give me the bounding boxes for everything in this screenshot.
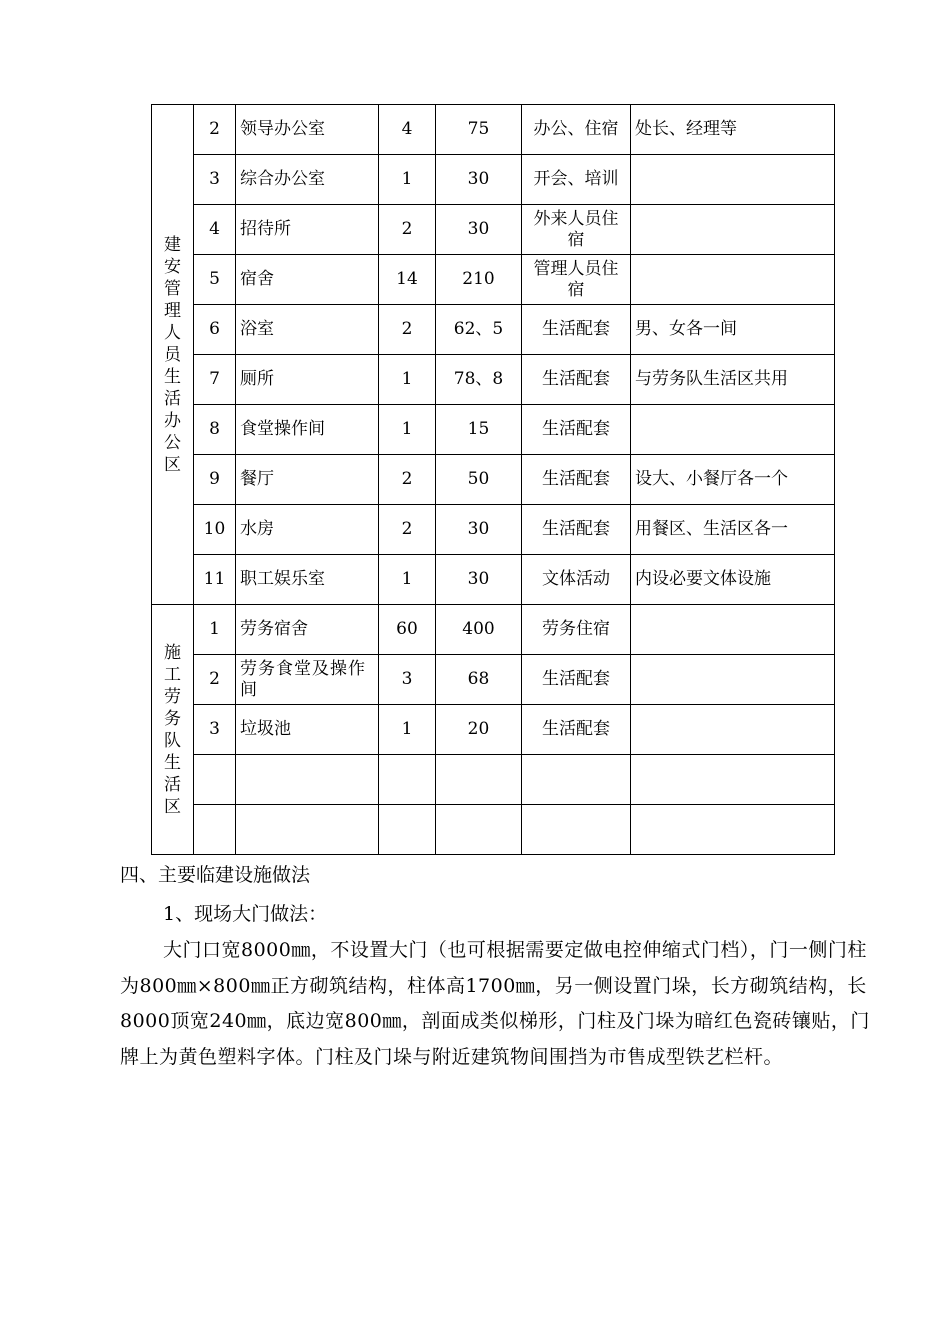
cell-qty [379,805,436,855]
cell-area: 400 [436,605,522,655]
zone-cell [152,605,194,855]
table-row [152,605,835,655]
facilities-table-body [152,105,835,855]
cell-no: 3 [194,705,236,755]
cell-no: 8 [194,405,236,455]
cell-note [631,605,835,655]
cell-use: 劳务住宿 [522,605,631,655]
cell-name: 厕所 [236,355,379,405]
cell-qty: 14 [379,255,436,305]
cell-area [436,755,522,805]
cell-use: 外来人员住宿 [522,205,631,255]
cell-no: 10 [194,505,236,555]
cell-use: 生活配套 [522,455,631,505]
cell-qty: 1 [379,705,436,755]
cell-area: 30 [436,205,522,255]
cell-area: 30 [436,555,522,605]
cell-area: 68 [436,655,522,705]
cell-use: 生活配套 [522,705,631,755]
cell-name: 劳务宿舍 [236,605,379,655]
cell-qty: 1 [379,405,436,455]
cell-no [194,755,236,805]
cell-use: 生活配套 [522,405,631,455]
cell-area [436,805,522,855]
zone-cell [152,105,194,605]
cell-note [631,655,835,705]
cell-note [631,155,835,205]
cell-no: 1 [194,605,236,655]
cell-note: 内设必要文体设施 [631,555,835,605]
cell-name: 综合办公室 [236,155,379,205]
paragraph: 大门口宽8000㎜，不设置大门（也可根据需要定做电控伸缩式门档），门一侧门柱为800㎜×800㎜正方砌筑结构，柱体高1700㎜，另一侧设置门垛，长方砌筑结构，长8000顶宽240㎜，底边宽800㎜，剖面成类似梯形，门柱及门垛为暗红色瓷砖镶贴，门牌上为黄色塑料字体。门柱及门垛与附近建筑物间围挡为市售成型铁艺栏杆。 [120,939,870,1068]
cell-use: 开会、培训 [522,155,631,205]
cell-no: 3 [194,155,236,205]
table-row [152,655,835,705]
cell-use: 生活配套 [522,305,631,355]
zone-label: 建安管理人员生活办公区 [164,234,181,475]
cell-note [631,805,835,855]
cell-note [631,405,835,455]
cell-area: 20 [436,705,522,755]
cell-name [236,755,379,805]
cell-name: 领导办公室 [236,105,379,155]
subheading: 1、现场大门做法： [163,903,328,925]
cell-use [522,755,631,805]
table-row [152,555,835,605]
cell-qty [379,755,436,805]
cell-no: 9 [194,455,236,505]
cell-name: 宿舍 [236,255,379,305]
table-row [152,155,835,205]
cell-use [522,805,631,855]
cell-qty: 4 [379,105,436,155]
cell-area: 75 [436,105,522,155]
section-heading: 四、主要临建设施做法 [120,864,311,886]
cell-use: 办公、住宿 [522,105,631,155]
cell-name [236,805,379,855]
zone-label: 施工劳务队生活区 [164,642,181,817]
cell-use: 生活配套 [522,505,631,555]
cell-name: 水房 [236,505,379,555]
cell-note: 处长、经理等 [631,105,835,155]
table-row [152,805,835,855]
cell-name: 垃圾池 [236,705,379,755]
table-row [152,705,835,755]
cell-use: 生活配套 [522,655,631,705]
cell-qty: 1 [379,155,436,205]
table-row [152,755,835,805]
cell-note: 用餐区、生活区各一 [631,505,835,555]
cell-no: 6 [194,305,236,355]
cell-qty: 3 [379,655,436,705]
cell-name: 劳务食堂及操作间 [236,655,379,705]
cell-qty: 2 [379,305,436,355]
cell-use: 生活配套 [522,355,631,405]
cell-name: 职工娱乐室 [236,555,379,605]
cell-name: 食堂操作间 [236,405,379,455]
table-row [152,455,835,505]
table-row [152,355,835,405]
cell-note [631,755,835,805]
cell-note [631,205,835,255]
cell-note: 与劳务队生活区共用 [631,355,835,405]
cell-no: 2 [194,105,236,155]
cell-use: 管理人员住宿 [522,255,631,305]
table-row [152,405,835,455]
cell-no: 4 [194,205,236,255]
table-row [152,255,835,305]
cell-area: 62、5 [436,305,522,355]
table-row [152,505,835,555]
cell-note: 设大、小餐厅各一个 [631,455,835,505]
cell-note [631,255,835,305]
cell-qty: 1 [379,355,436,405]
cell-name: 餐厅 [236,455,379,505]
table-row [152,205,835,255]
cell-no: 2 [194,655,236,705]
cell-name: 招待所 [236,205,379,255]
cell-name: 浴室 [236,305,379,355]
table-row [152,305,835,355]
cell-note: 男、女各一间 [631,305,835,355]
cell-note [631,705,835,755]
cell-area: 15 [436,405,522,455]
cell-use: 文体活动 [522,555,631,605]
cell-qty: 2 [379,505,436,555]
facilities-table [151,104,835,855]
cell-no [194,805,236,855]
cell-area: 30 [436,505,522,555]
cell-area: 210 [436,255,522,305]
cell-qty: 2 [379,205,436,255]
cell-no: 11 [194,555,236,605]
cell-qty: 1 [379,555,436,605]
cell-qty: 60 [379,605,436,655]
cell-area: 30 [436,155,522,205]
cell-no: 7 [194,355,236,405]
cell-area: 78、8 [436,355,522,405]
cell-area: 50 [436,455,522,505]
cell-qty: 2 [379,455,436,505]
table-row [152,105,835,155]
cell-no: 5 [194,255,236,305]
